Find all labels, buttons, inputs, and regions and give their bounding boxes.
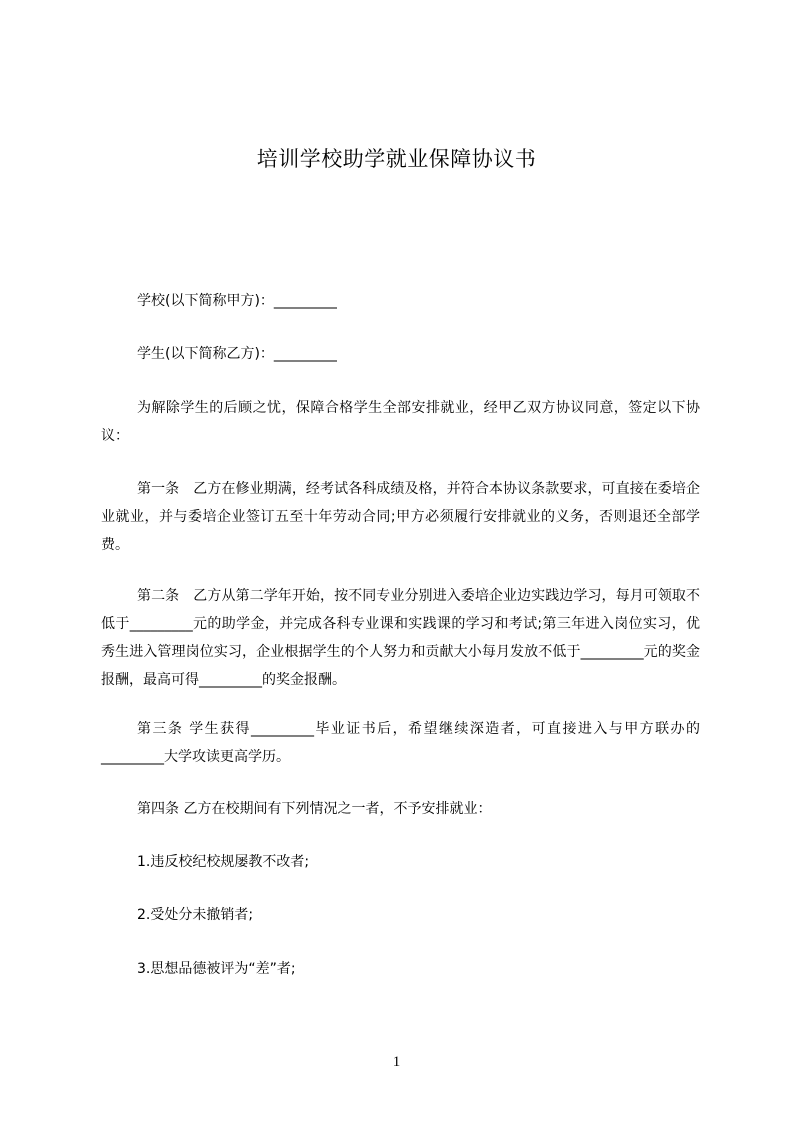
- condition-2-item: 2.受处分未撤销者;: [137, 907, 254, 923]
- student-party-line: 学生(以下简称乙方)：_________: [137, 346, 337, 362]
- condition-3-item: 3.思想品德被评为“差”者;: [137, 961, 296, 977]
- page-number: 1: [392, 1054, 401, 1070]
- article-4-paragraph: 第四条 乙方在校期间有下列情况之一者，不予安排就业：: [137, 801, 492, 817]
- condition-1-item: 1.违反校纪校规屡教不改者;: [137, 854, 310, 870]
- preamble-paragraph: 为解除学生的后顾之忧，保障合格学生全部安排就业，经甲乙双方协议同意，签定以下协议：: [101, 400, 700, 444]
- article-3-paragraph: 第三条 学生获得_________毕业证书后，希望继续深造者，可直接进入与甲方联办的_________大学攻读更高学历。: [101, 721, 700, 765]
- article-2-paragraph: 第二条 乙方从第二学年开始，按不同专业分别进入委培企业边实践边学习，每月可领取不低于_________元的助学金，并完成各科专业课和实践课的学习和考试;第三年进入岗位实习，优秀生进入管理岗位实习，企业根据学生的个人努力和贡献大小每月发放不低于_________元的奖金报酬，最高可得_________的奖金报酬。: [101, 588, 700, 688]
- school-party-line: 学校(以下简称甲方)：_________: [137, 293, 337, 309]
- article-1-paragraph: 第一条 乙方在修业期满，经考试各科成绩及格，并符合本协议条款要求，可直接在委培企业就业，并与委培企业签订五至十年劳动合同;甲方必须履行安排就业的义务，否则退还全部学费。: [101, 481, 700, 553]
- document-title: 培训学校助学就业保障协议书: [256, 147, 537, 171]
